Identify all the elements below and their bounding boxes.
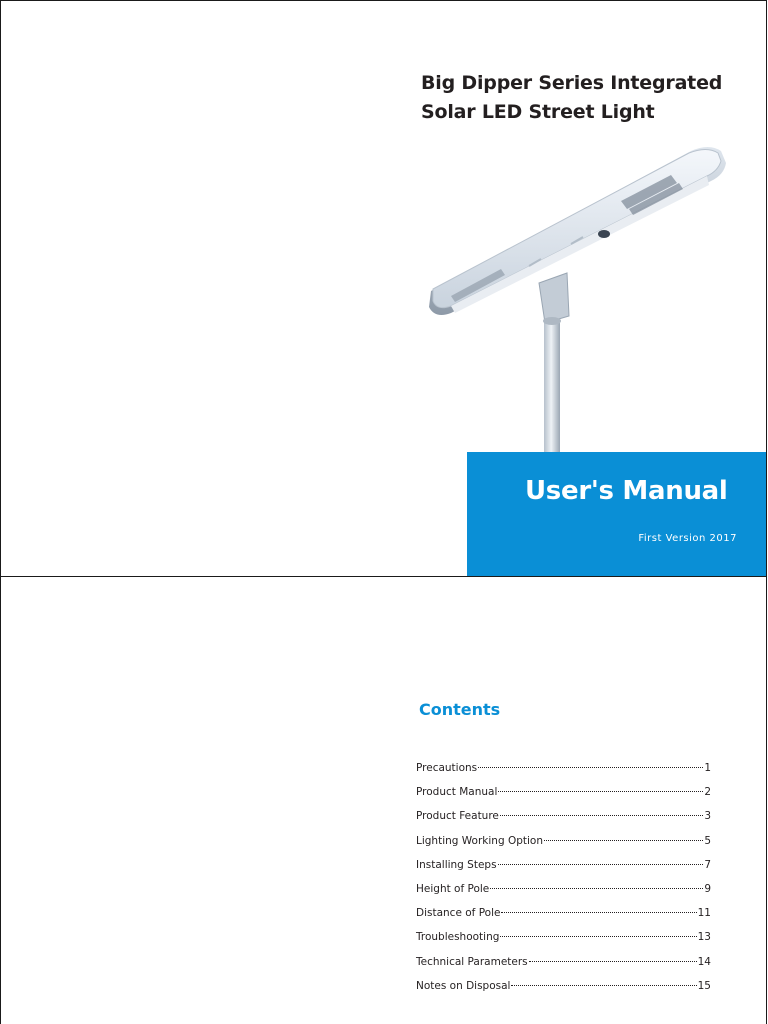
toc-entry-page-number: 1 xyxy=(704,762,711,774)
toc-leader-dots xyxy=(498,791,703,792)
toc-entry-label: Height of Pole xyxy=(416,882,490,895)
toc-entry[interactable] xyxy=(416,835,711,859)
edition-label: First Version 2017 xyxy=(638,533,737,544)
toc-leader-dots xyxy=(529,961,697,962)
toc-leader-dots xyxy=(511,985,696,986)
manual-banner xyxy=(467,452,767,577)
toc-entry-page-number: 11 xyxy=(697,907,711,920)
product-title-line-1: Big Dipper Series Integrated xyxy=(421,72,723,94)
toc-leader-dots xyxy=(500,815,703,816)
toc-entry-label: Product Manual xyxy=(416,786,498,799)
toc-entry[interactable] xyxy=(416,810,711,834)
toc-entry-label: Technical Parameters xyxy=(416,955,528,968)
street-light-illustration xyxy=(421,141,767,461)
toc-leader-dots xyxy=(544,840,703,841)
toc-entry-page-number: 13 xyxy=(697,931,711,944)
contents-heading: Contents xyxy=(419,700,501,719)
toc-entry-page-number: 9 xyxy=(704,882,711,895)
toc-entry-label: Lighting Working Option xyxy=(416,834,543,847)
toc-entry[interactable] xyxy=(416,786,711,810)
table-of-contents xyxy=(416,762,711,1004)
toc-entry-page-number: 5 xyxy=(704,834,711,847)
toc-entry-page-number: 14 xyxy=(697,955,711,968)
toc-leader-dots xyxy=(490,888,703,889)
toc-leader-dots xyxy=(500,936,696,937)
toc-entry[interactable] xyxy=(416,907,711,931)
toc-entry-label: Distance of Pole xyxy=(416,907,501,920)
toc-entry[interactable] xyxy=(416,859,711,883)
toc-entry-label: Installing Steps xyxy=(416,858,497,871)
toc-entry[interactable] xyxy=(416,762,711,786)
toc-entry-page-number: 15 xyxy=(697,979,711,992)
toc-entry[interactable] xyxy=(416,956,711,980)
toc-entry-page-number: 3 xyxy=(704,810,711,823)
toc-entry-page-number: 7 xyxy=(704,858,711,871)
contents-page xyxy=(0,576,767,1024)
toc-entry[interactable] xyxy=(416,931,711,955)
toc-entry-label: Product Feature xyxy=(416,810,499,823)
toc-entry-page-number: 2 xyxy=(704,786,711,799)
toc-leader-dots xyxy=(501,912,696,913)
toc-entry-label: Notes on Disposal xyxy=(416,979,511,992)
toc-leader-dots xyxy=(498,864,704,865)
toc-entry-label: Precautions xyxy=(416,762,478,774)
toc-entry[interactable] xyxy=(416,883,711,907)
toc-entry[interactable] xyxy=(416,980,711,1004)
product-title-line-2: Solar LED Street Light xyxy=(421,101,655,123)
toc-entry-label: Troubleshooting xyxy=(416,931,500,944)
product-title xyxy=(421,69,722,127)
toc-leader-dots xyxy=(478,767,703,768)
manual-title: User's Manual xyxy=(525,476,728,506)
